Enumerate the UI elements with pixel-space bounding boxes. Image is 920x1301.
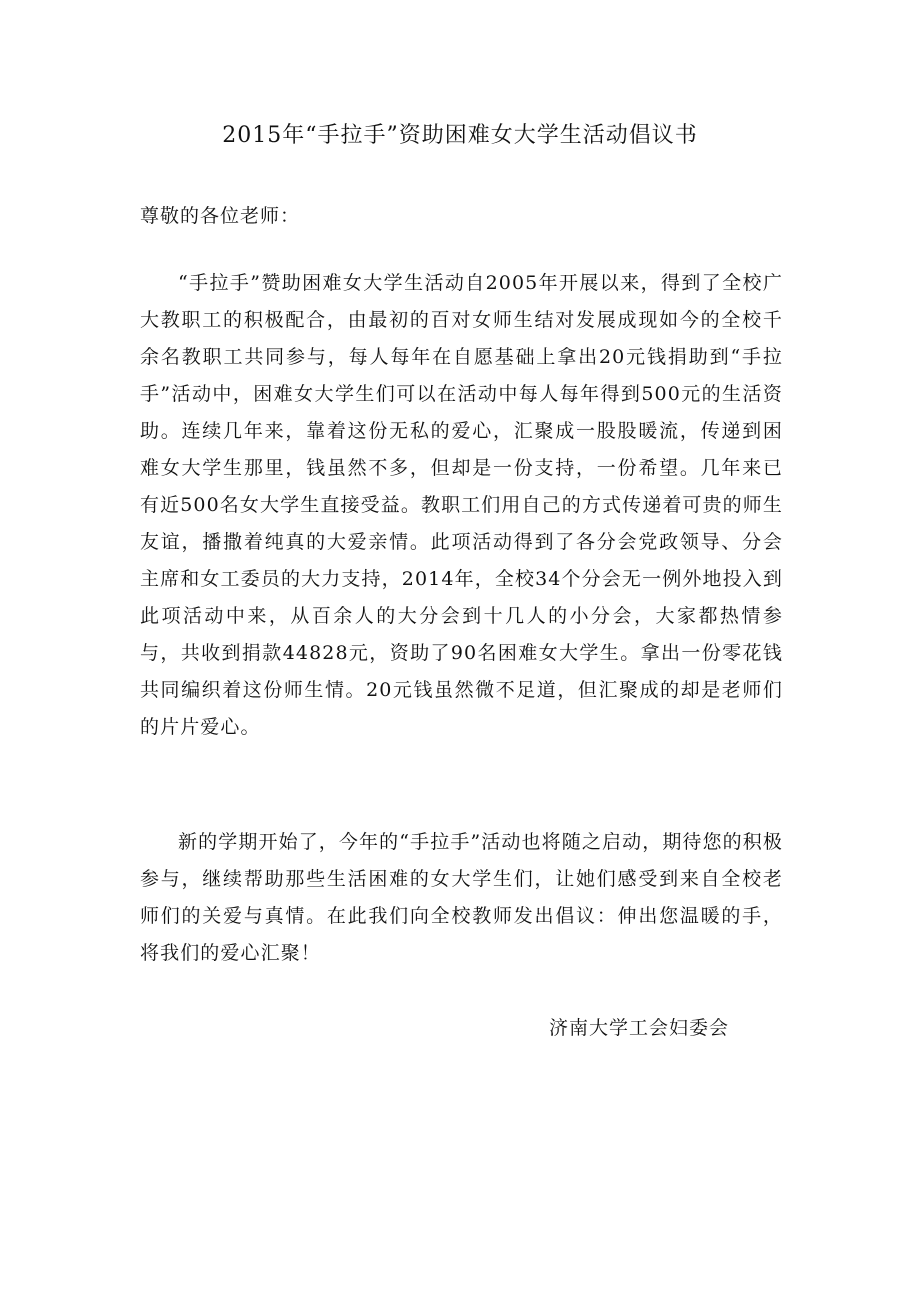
salutation: 尊敬的各位老师： <box>140 205 301 227</box>
body-paragraph-1: “手拉手”赞助困难女大学生活动自2005年开展以来，得到了全校广大教职工的积极配合，由最初的百对女师生结对发展成现如今的全校千余名教职工共同参与，每人每年在自愿基础上拿出20元钱捐助到“手拉手”活动中，困难女大学生们可以在活动中每人每年得到500元的生活资助。连续几年来，靠着这份无私的爱心，汇聚成一股股暖流，传递到困难女大学生那里，钱虽然不多，但却是一份支持，一份希望。几年来已有近500名女大学生直接受益。教职工们用自己的方式传递着可贵的师生友谊，播撒着纯真的大爱亲情。此项活动得到了各分会党政领导、分会主席和女工委员的大力支持，2014年，全校34个分会无一例外地投入到此项活动中来，从百余人的大分会到十几人的小分会，大家都热情参与，共收到捐款44828元，资助了90名困难女大学生。拿出一份零花钱共同编织着这份师生情。20元钱虽然微不足道，但汇聚成的却是老师们的片片爱心。 <box>140 272 783 738</box>
signature: 济南大学工会妇委会 <box>549 1017 730 1039</box>
body-paragraph-2: 新的学期开始了，今年的“手拉手”活动也将随之启动，期待您的积极参与，继续帮助那些生活困难的女大学生们，让她们感受到来自全校老师们的关爱与真情。在此我们向全校教师发出倡议：伸出您温暖的手，将我们的爱心汇聚！ <box>140 831 783 964</box>
document-title: 2015年“手拉手”资助困难女大学生活动倡议书 <box>222 123 698 148</box>
